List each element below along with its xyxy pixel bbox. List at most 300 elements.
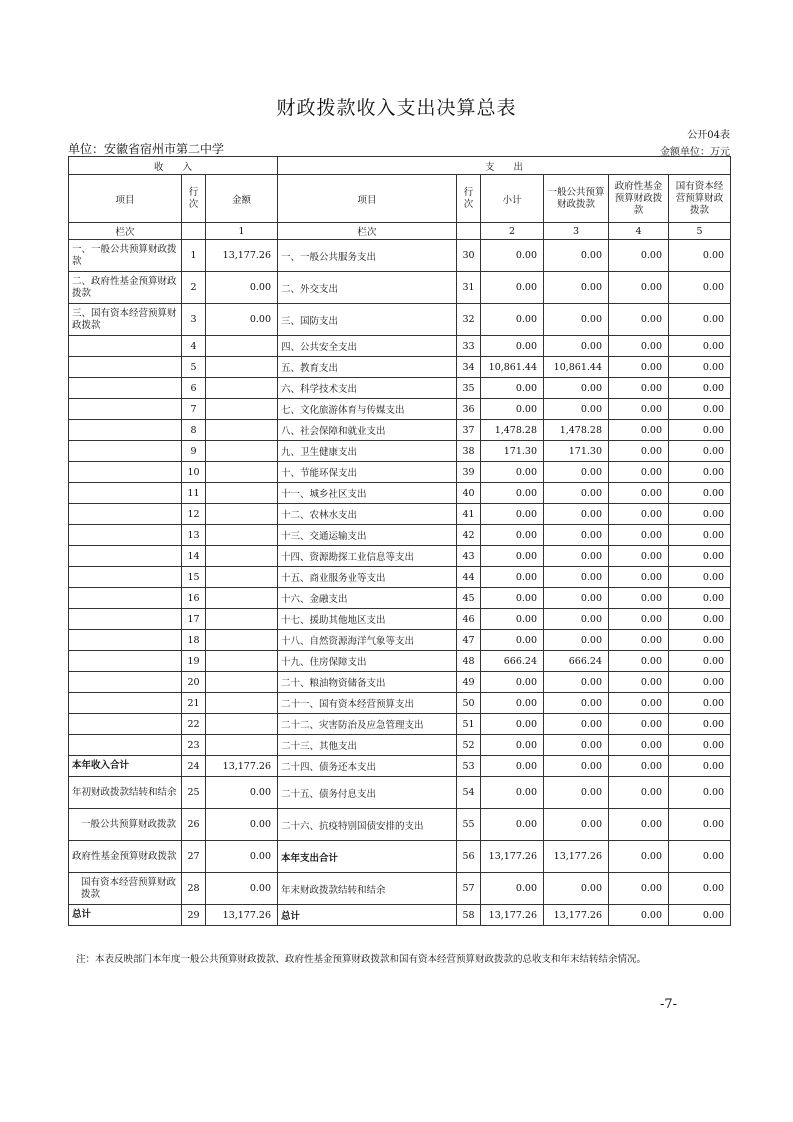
expense-row-no: 53	[457, 756, 481, 777]
expense-item: 年末财政拨款结转和结余	[278, 873, 457, 905]
expense-state: 0.00	[669, 756, 731, 777]
expense-row-no: 46	[457, 609, 481, 630]
expense-row-no: 45	[457, 588, 481, 609]
expense-row-no: 34	[457, 357, 481, 378]
income-row-no: 25	[182, 777, 206, 809]
expense-item: 本年支出合计	[278, 841, 457, 873]
expense-subtotal: 0.00	[481, 588, 544, 609]
table-row	[69, 735, 731, 756]
col-index-5: 5	[669, 223, 731, 240]
expense-state: 0.00	[669, 809, 731, 841]
expense-row-no: 51	[457, 714, 481, 735]
expense-state: 0.00	[669, 483, 731, 504]
expense-item: 一、一般公共服务支出	[278, 240, 457, 272]
income-amount	[206, 588, 278, 609]
page-title: 财政拨款收入支出决算总表	[276, 97, 517, 119]
income-amount	[206, 609, 278, 630]
income-item	[69, 693, 182, 714]
table-row	[69, 873, 731, 905]
expense-general: 0.00	[544, 272, 609, 304]
expense-subtotal: 171.30	[481, 441, 544, 462]
table-row	[69, 609, 731, 630]
expense-row-no: 38	[457, 441, 481, 462]
income-row-no: 15	[182, 567, 206, 588]
income-item: 年初财政拨款结转和结余	[69, 777, 182, 809]
expense-subtotal: 0.00	[481, 714, 544, 735]
expense-fund: 0.00	[609, 905, 669, 926]
expense-row-no: 39	[457, 462, 481, 483]
expense-fund: 0.00	[609, 240, 669, 272]
expense-item: 五、教育支出	[278, 357, 457, 378]
income-item	[69, 399, 182, 420]
table-row	[69, 420, 731, 441]
expense-state: 0.00	[669, 462, 731, 483]
income-item	[69, 609, 182, 630]
table-row	[69, 441, 731, 462]
expense-subtotal: 0.00	[481, 777, 544, 809]
table-row	[69, 525, 731, 546]
expense-item: 二十四、债务还本支出	[278, 756, 457, 777]
expense-fund: 0.00	[609, 841, 669, 873]
expense-general: 10,861.44	[544, 357, 609, 378]
expense-fund: 0.00	[609, 630, 669, 651]
income-amount	[206, 567, 278, 588]
expense-item: 十四、资源勘探工业信息等支出	[278, 546, 457, 567]
income-amount	[206, 735, 278, 756]
income-row-no: 8	[182, 420, 206, 441]
expense-item: 二十二、灾害防治及应急管理支出	[278, 714, 457, 735]
expense-fund: 0.00	[609, 336, 669, 357]
expense-subtotal: 0.00	[481, 462, 544, 483]
income-row-no: 28	[182, 873, 206, 905]
expense-general: 0.00	[544, 378, 609, 399]
expense-item: 二十三、其他支出	[278, 735, 457, 756]
expense-subtotal: 0.00	[481, 672, 544, 693]
income-amount: 13,177.26	[206, 240, 278, 272]
unit-label: 单位：安徽省宿州市第二中学	[68, 142, 225, 156]
expense-item: 九、卫生健康支出	[278, 441, 457, 462]
expense-subtotal: 0.00	[481, 504, 544, 525]
expense-subtotal: 0.00	[481, 873, 544, 905]
income-row-no: 19	[182, 651, 206, 672]
income-amount	[206, 336, 278, 357]
col-index-3: 3	[544, 223, 609, 240]
table-row	[69, 357, 731, 378]
table-row	[69, 630, 731, 651]
income-amount: 0.00	[206, 272, 278, 304]
income-amount	[206, 693, 278, 714]
expense-state: 0.00	[669, 272, 731, 304]
expense-item: 总计	[278, 905, 457, 926]
expense-subtotal: 13,177.26	[481, 841, 544, 873]
expense-general: 0.00	[544, 777, 609, 809]
empty-cell	[182, 223, 206, 240]
table-row	[69, 756, 731, 777]
income-item: 国有资本经营预算财政拨款	[69, 873, 182, 905]
col-row-no: 行次	[182, 175, 206, 223]
income-amount	[206, 420, 278, 441]
income-row-no: 2	[182, 272, 206, 304]
expense-general: 0.00	[544, 809, 609, 841]
income-item	[69, 714, 182, 735]
expense-fund: 0.00	[609, 714, 669, 735]
expense-row-no: 54	[457, 777, 481, 809]
expense-item: 二、外交支出	[278, 272, 457, 304]
income-row-no: 18	[182, 630, 206, 651]
expense-state: 0.00	[669, 672, 731, 693]
income-row-no: 1	[182, 240, 206, 272]
income-item	[69, 462, 182, 483]
table-row	[69, 567, 731, 588]
expense-item: 七、文化旅游体育与传媒支出	[278, 399, 457, 420]
expense-fund: 0.00	[609, 525, 669, 546]
expense-subtotal: 0.00	[481, 272, 544, 304]
income-item	[69, 546, 182, 567]
income-row-no: 11	[182, 483, 206, 504]
expense-general: 0.00	[544, 240, 609, 272]
income-row-no: 6	[182, 378, 206, 399]
footnote: 注：本表反映部门本年度一般公共预算财政拨款、政府性基金预算财政拨款和国有资本经营预算财政拨款的总收支和年末结转结余情况。	[76, 954, 647, 965]
table-row	[69, 588, 731, 609]
expense-subtotal: 10,861.44	[481, 357, 544, 378]
expense-fund: 0.00	[609, 609, 669, 630]
expense-fund: 0.00	[609, 651, 669, 672]
expense-fund: 0.00	[609, 873, 669, 905]
expense-row-no: 40	[457, 483, 481, 504]
expense-state: 0.00	[669, 441, 731, 462]
expense-item: 十三、交通运输支出	[278, 525, 457, 546]
expense-row-no: 35	[457, 378, 481, 399]
expense-fund: 0.00	[609, 504, 669, 525]
expense-row-no: 31	[457, 272, 481, 304]
table-row	[69, 777, 731, 809]
expense-item: 三、国防支出	[278, 304, 457, 336]
expense-row-no: 30	[457, 240, 481, 272]
income-amount	[206, 483, 278, 504]
income-amount	[206, 462, 278, 483]
income-amount	[206, 504, 278, 525]
table-row	[69, 693, 731, 714]
income-row-no: 14	[182, 546, 206, 567]
expense-row-no: 44	[457, 567, 481, 588]
expense-state: 0.00	[669, 378, 731, 399]
table-row	[69, 483, 731, 504]
table-row	[69, 336, 731, 357]
expense-subtotal: 1,478.28	[481, 420, 544, 441]
expense-fund: 0.00	[609, 483, 669, 504]
expense-general: 0.00	[544, 567, 609, 588]
expense-item: 十二、农林水支出	[278, 504, 457, 525]
expense-row-no: 50	[457, 693, 481, 714]
col-fund: 政府性基金预算财政拨款	[609, 175, 669, 223]
income-item	[69, 672, 182, 693]
table-row	[69, 841, 731, 873]
expense-subtotal: 0.00	[481, 378, 544, 399]
col-general: 一般公共预算财政拨款	[544, 175, 609, 223]
expense-item: 二十五、债务付息支出	[278, 777, 457, 809]
expense-fund: 0.00	[609, 546, 669, 567]
expense-state: 0.00	[669, 525, 731, 546]
income-item	[69, 420, 182, 441]
expense-subtotal: 0.00	[481, 609, 544, 630]
expense-state: 0.00	[669, 777, 731, 809]
expense-fund: 0.00	[609, 735, 669, 756]
income-row-no: 13	[182, 525, 206, 546]
col-state: 国有资本经营预算财政拨款	[669, 175, 731, 223]
expense-general: 0.00	[544, 735, 609, 756]
expense-subtotal: 0.00	[481, 240, 544, 272]
expense-row-no: 52	[457, 735, 481, 756]
col-subtotal: 小计	[481, 175, 544, 223]
income-row-no: 23	[182, 735, 206, 756]
income-amount	[206, 357, 278, 378]
expense-subtotal: 0.00	[481, 809, 544, 841]
col-item2: 项目	[278, 175, 457, 223]
table-row	[69, 672, 731, 693]
expense-general: 0.00	[544, 525, 609, 546]
expense-header: 支 出	[278, 157, 731, 175]
table-row	[69, 378, 731, 399]
income-amount	[206, 651, 278, 672]
expense-subtotal: 0.00	[481, 546, 544, 567]
expense-row-no: 56	[457, 841, 481, 873]
income-item	[69, 567, 182, 588]
expense-row-no: 43	[457, 546, 481, 567]
expense-state: 0.00	[669, 420, 731, 441]
expense-general: 13,177.26	[544, 841, 609, 873]
expense-row-no: 37	[457, 420, 481, 441]
expense-fund: 0.00	[609, 756, 669, 777]
income-row-no: 24	[182, 756, 206, 777]
expense-fund: 0.00	[609, 420, 669, 441]
income-amount: 0.00	[206, 809, 278, 841]
income-amount	[206, 546, 278, 567]
expense-state: 0.00	[669, 357, 731, 378]
expense-state: 0.00	[669, 399, 731, 420]
income-amount	[206, 714, 278, 735]
expense-subtotal: 0.00	[481, 567, 544, 588]
income-amount: 0.00	[206, 841, 278, 873]
expense-general: 13,177.26	[544, 905, 609, 926]
income-amount	[206, 525, 278, 546]
expense-general: 0.00	[544, 609, 609, 630]
income-item: 一、一般公共预算财政拨款	[69, 240, 182, 272]
income-item: 政府性基金预算财政拨款	[69, 841, 182, 873]
income-row-no: 10	[182, 462, 206, 483]
income-row-no: 3	[182, 304, 206, 336]
income-item	[69, 441, 182, 462]
expense-fund: 0.00	[609, 567, 669, 588]
income-amount	[206, 630, 278, 651]
expense-row-no: 48	[457, 651, 481, 672]
expense-state: 0.00	[669, 714, 731, 735]
expense-state: 0.00	[669, 841, 731, 873]
expense-fund: 0.00	[609, 693, 669, 714]
income-item: 总计	[69, 905, 182, 926]
income-item: 二、政府性基金预算财政拨款	[69, 272, 182, 304]
expense-fund: 0.00	[609, 304, 669, 336]
income-item: 一般公共预算财政拨款	[69, 809, 182, 841]
col-index-2: 2	[481, 223, 544, 240]
col-index-1: 1	[206, 223, 278, 240]
money-unit: 金额单位：万元	[660, 147, 730, 158]
income-row-no: 27	[182, 841, 206, 873]
expense-state: 0.00	[669, 546, 731, 567]
income-header: 收 入	[69, 157, 278, 175]
expense-state: 0.00	[669, 630, 731, 651]
expense-general: 0.00	[544, 756, 609, 777]
form-code: 公开04表	[687, 130, 730, 141]
income-item	[69, 735, 182, 756]
expense-general: 171.30	[544, 441, 609, 462]
income-item	[69, 336, 182, 357]
table-row	[69, 714, 731, 735]
income-amount: 13,177.26	[206, 905, 278, 926]
expense-subtotal: 0.00	[481, 756, 544, 777]
income-amount	[206, 672, 278, 693]
expense-item: 十七、援助其他地区支出	[278, 609, 457, 630]
expense-general: 0.00	[544, 588, 609, 609]
expense-fund: 0.00	[609, 357, 669, 378]
income-item	[69, 525, 182, 546]
expense-fund: 0.00	[609, 272, 669, 304]
table-row	[69, 462, 731, 483]
expense-subtotal: 0.00	[481, 693, 544, 714]
income-row-no: 20	[182, 672, 206, 693]
expense-general: 0.00	[544, 399, 609, 420]
expense-item: 十八、自然资源海洋气象等支出	[278, 630, 457, 651]
income-amount: 13,177.26	[206, 756, 278, 777]
header-row-columns	[69, 175, 731, 223]
expense-row-no: 47	[457, 630, 481, 651]
expense-state: 0.00	[669, 905, 731, 926]
expense-state: 0.00	[669, 588, 731, 609]
expense-general: 0.00	[544, 304, 609, 336]
expense-item: 十六、金融支出	[278, 588, 457, 609]
expense-general: 0.00	[544, 504, 609, 525]
income-item	[69, 651, 182, 672]
expense-general: 0.00	[544, 546, 609, 567]
income-row-no: 7	[182, 399, 206, 420]
income-item	[69, 504, 182, 525]
income-amount: 0.00	[206, 873, 278, 905]
col-row-no2: 行次	[457, 175, 481, 223]
expense-general: 1,478.28	[544, 420, 609, 441]
expense-state: 0.00	[669, 651, 731, 672]
expense-state: 0.00	[669, 609, 731, 630]
expense-row-no: 55	[457, 809, 481, 841]
expense-subtotal: 0.00	[481, 304, 544, 336]
expense-general: 666.24	[544, 651, 609, 672]
empty-cell	[457, 223, 481, 240]
expense-subtotal: 0.00	[481, 630, 544, 651]
expense-item: 十、节能环保支出	[278, 462, 457, 483]
income-amount	[206, 399, 278, 420]
income-item	[69, 483, 182, 504]
budget-table	[68, 156, 731, 926]
income-row-no: 29	[182, 905, 206, 926]
expense-state: 0.00	[669, 873, 731, 905]
income-amount: 0.00	[206, 777, 278, 809]
expense-state: 0.00	[669, 735, 731, 756]
income-item	[69, 357, 182, 378]
income-row-no: 26	[182, 809, 206, 841]
page-number: -7-	[660, 997, 678, 1012]
expense-item: 十五、商业服务业等支出	[278, 567, 457, 588]
expense-general: 0.00	[544, 462, 609, 483]
expense-subtotal: 13,177.26	[481, 905, 544, 926]
income-item	[69, 630, 182, 651]
expense-general: 0.00	[544, 483, 609, 504]
expense-state: 0.00	[669, 336, 731, 357]
expense-fund: 0.00	[609, 672, 669, 693]
expense-item: 十九、住房保障支出	[278, 651, 457, 672]
income-row-no: 9	[182, 441, 206, 462]
table-row	[69, 240, 731, 272]
expense-state: 0.00	[669, 504, 731, 525]
expense-general: 0.00	[544, 672, 609, 693]
expense-state: 0.00	[669, 240, 731, 272]
table-row	[69, 905, 731, 926]
income-row-no: 12	[182, 504, 206, 525]
expense-fund: 0.00	[609, 462, 669, 483]
table-row	[69, 272, 731, 304]
table-row	[69, 304, 731, 336]
expense-row-no: 57	[457, 873, 481, 905]
expense-general: 0.00	[544, 873, 609, 905]
table-row	[69, 546, 731, 567]
expense-fund: 0.00	[609, 378, 669, 399]
income-row-no: 4	[182, 336, 206, 357]
expense-fund: 0.00	[609, 399, 669, 420]
col-amount: 金额	[206, 175, 278, 223]
expense-fund: 0.00	[609, 588, 669, 609]
expense-item: 十一、城乡社区支出	[278, 483, 457, 504]
expense-row-no: 32	[457, 304, 481, 336]
expense-row-no: 49	[457, 672, 481, 693]
expense-general: 0.00	[544, 630, 609, 651]
income-row-no: 22	[182, 714, 206, 735]
income-row-no: 17	[182, 609, 206, 630]
col-item: 项目	[69, 175, 182, 223]
income-item	[69, 378, 182, 399]
expense-fund: 0.00	[609, 441, 669, 462]
expense-subtotal: 0.00	[481, 525, 544, 546]
income-amount	[206, 378, 278, 399]
table-row	[69, 809, 731, 841]
expense-row-no: 41	[457, 504, 481, 525]
expense-state: 0.00	[669, 693, 731, 714]
expense-item: 二十一、国有资本经营预算支出	[278, 693, 457, 714]
table-row	[69, 399, 731, 420]
table-row	[69, 504, 731, 525]
income-item: 三、国有资本经营预算财政拨款	[69, 304, 182, 336]
expense-fund: 0.00	[609, 777, 669, 809]
col-label2: 栏次	[278, 223, 457, 240]
expense-subtotal: 0.00	[481, 483, 544, 504]
income-amount: 0.00	[206, 304, 278, 336]
expense-state: 0.00	[669, 567, 731, 588]
expense-fund: 0.00	[609, 809, 669, 841]
expense-row-no: 33	[457, 336, 481, 357]
expense-item: 二十、粮油物资储备支出	[278, 672, 457, 693]
expense-state: 0.00	[669, 304, 731, 336]
expense-subtotal: 0.00	[481, 399, 544, 420]
income-row-no: 16	[182, 588, 206, 609]
income-amount	[206, 441, 278, 462]
expense-item: 四、公共安全支出	[278, 336, 457, 357]
expense-row-no: 58	[457, 905, 481, 926]
